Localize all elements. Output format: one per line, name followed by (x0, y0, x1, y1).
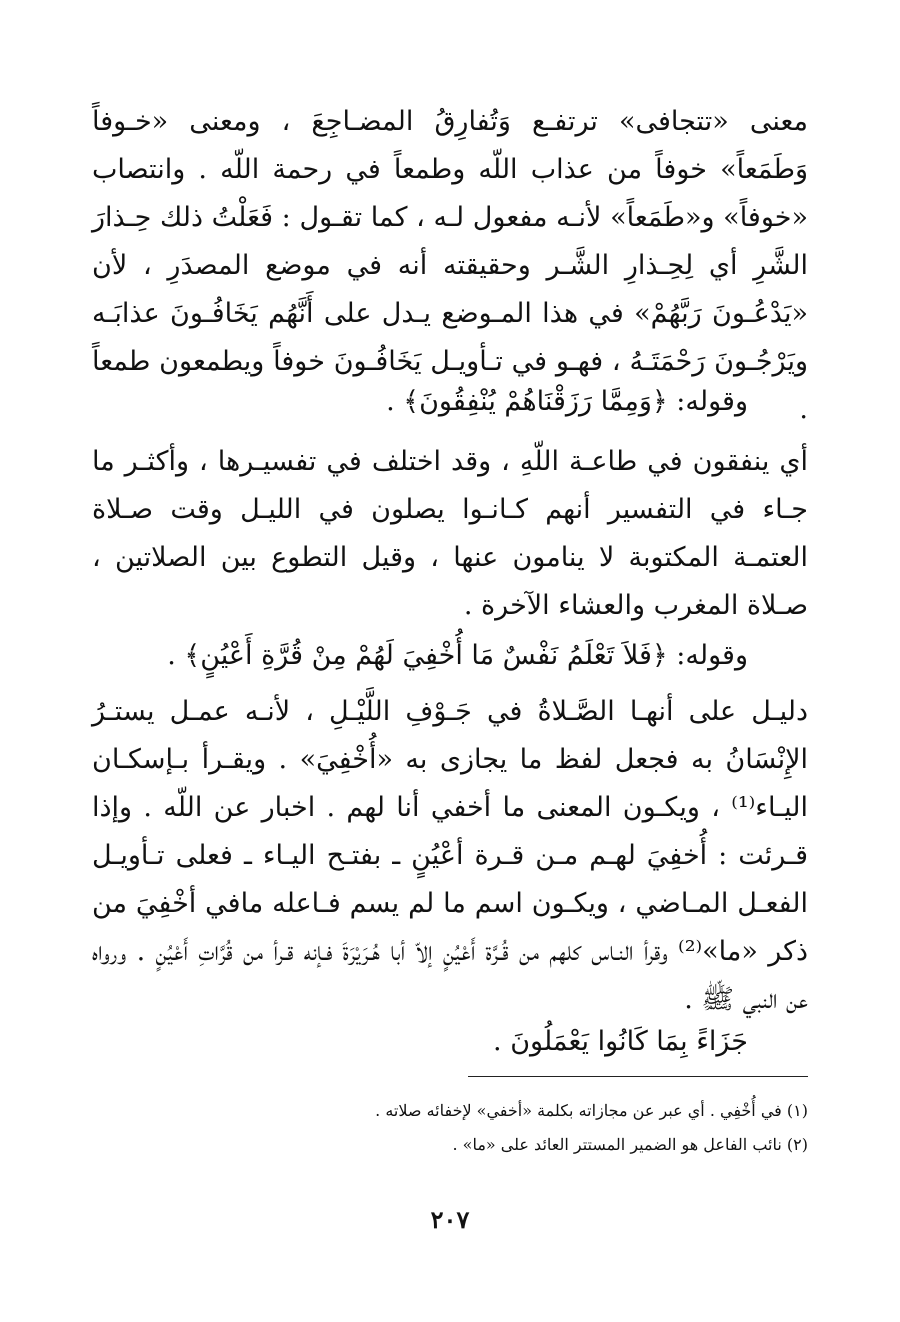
paragraph-3: دليـل على أنهـا الصَّـلاةُ في جَـوْفِ اللَّيْـلِ ، لأنـه عمـل يستـرُ الإِنْسَانُ به فجعل لفظ ما يجازى به «أُخْفِيَ» . ويقـرأ بـإسكـان اليـاء⁽¹⁾ ، ويكـون المعنى ما أخفي أنا لهم . اخبار عن اللّه . وإذا قـرئت : أُخفِيَ لهـم مـن قـرة أعْيُنٍ ـ بفتـح اليـاء ـ فعلى تـأويـل الفعـل المـاضي ، ويكـون اسم ما لم يسم فـاعله مافي أخْفِيَ من ذكر «ما»⁽²⁾ وقرأ النـاس كلهم من قُـرَّة أَعْيُنٍ إلاّ أبا هُـرَيْرَةَ فـإنه قـرأ من قُرَّاتِ أَعْيُنٍ . ورواه عن النبي ﷺ . (92, 696, 808, 1015)
quran-verse-2: وقوله: ﴿فَلاَ تَعْلَمُ نَفْسٌ مَا أُخْفِيَ لَهُمْ مِنْ قُرَّةِ أَعْيُنٍ﴾ . (167, 640, 748, 671)
quran-verse-3: جَزَاءً بِمَا كَانُوا يَعْمَلُونَ . (493, 1026, 748, 1057)
footnote-1: (١) في أُخْفِي . أي عبر عن مجازاته بكلمة «أخفي» لإخفائه صلاته . (375, 1101, 808, 1120)
paragraph-1: معنى «تتجافى» ترتفـع وَتُفارِقُ المضـاجِعَ ، ومعنى «خـوفاً وَطَمَعاً» خوفاً من عذاب اللّه وطمعاً في رحمة اللّه . وانتصاب «خوفاً» و«طَمَعاً» لأنـه مفعول لـه ، كما تقـول : فَعَلْتُ ذلك حِـذارَ الشَّرِ أي لِحِـذارِ الشَّـر وحقيقته أنه في موضع المصدَرِ ، لأن «يَدْعُـونَ رَبَّهُمْ» في هذا المـوضع يـدل على أَنَّهُم يَخَافُـونَ عذابَـه ويَرْجُـونَ رَحْمَتَـهُ ، فهـو في تـأويـل يَخَافُـونَ خوفاً ويطمعون طمعاً . (92, 106, 808, 425)
page-number: ٢٠٧ (430, 1205, 470, 1234)
footnote-2: (٢) نائب الفاعل هو الضمير المستتر العائد على «ما» . (452, 1135, 808, 1154)
footnote-divider (468, 1076, 808, 1077)
paragraph-2: أي ينفقون في طاعـة اللّهِ ، وقد اختلف في تفسيـرها ، وأكثـر ما جـاء في التفسير أنهم كـانـوا يصلون في الليـل وقت صـلاة العتمـة المكتوبة لا ينامون عنها ، وقيل التطوع بين الصلاتين ، صـلاة المغرب والعشاء الآخرة . (92, 446, 808, 621)
quran-verse-1: وقوله: ﴿وَمِمَّا رَزَقْنَاهُمْ يُنْفِقُونَ﴾ . (386, 386, 748, 417)
